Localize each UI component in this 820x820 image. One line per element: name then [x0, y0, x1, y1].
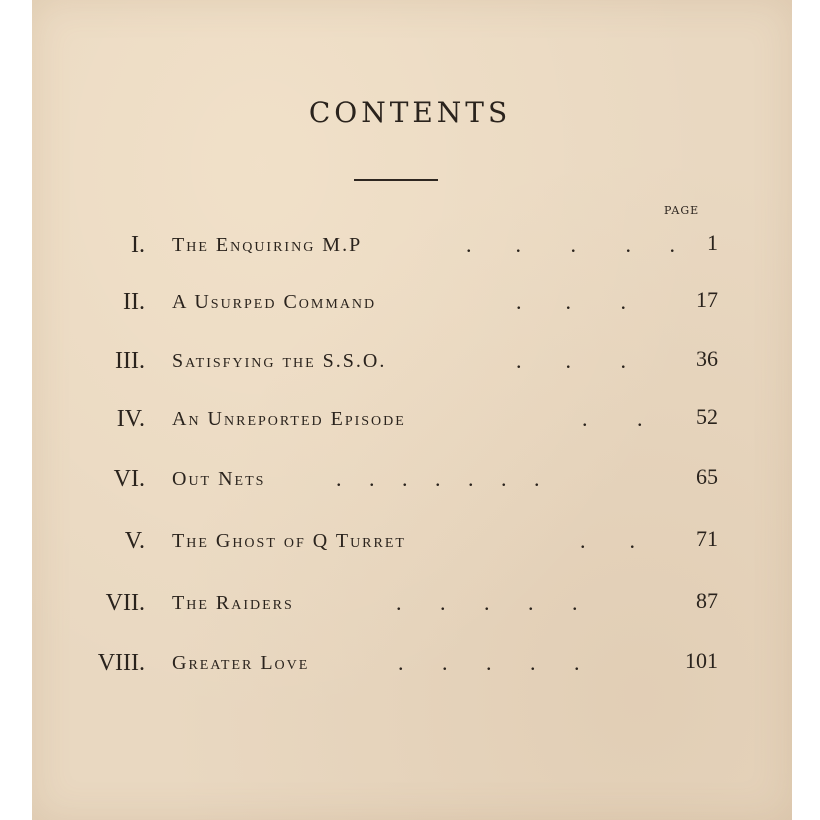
toc-entry [0, 232, 820, 272]
page-number: 36 [696, 346, 718, 371]
dot-leader: . . . [516, 289, 626, 314]
chapter-numeral: I. [131, 232, 145, 258]
page-number: 71 [696, 526, 718, 551]
chapter-title: Satisfying the S.S.O. [172, 350, 387, 372]
page-number: 87 [696, 588, 718, 613]
chapter-numeral: IV. [116, 406, 145, 432]
toc-entry [0, 528, 820, 568]
page-number: 101 [685, 648, 718, 673]
chapter-numeral: V. [124, 528, 145, 554]
dot-leader: . . . [516, 348, 626, 373]
chapter-numeral: VIII. [97, 650, 145, 676]
page-number: 17 [696, 287, 718, 312]
toc-entry [0, 406, 820, 446]
dot-leader: . . . . . [466, 232, 675, 257]
chapter-title: Greater Love [172, 652, 310, 674]
chapter-title: The Enquiring M.P [172, 234, 363, 256]
toc-entry [0, 289, 820, 329]
chapter-title: An Unreported Episode [172, 408, 406, 430]
toc-entry [0, 590, 820, 630]
chapter-title: The Ghost of Q Turret [172, 530, 406, 552]
toc-entry [0, 650, 820, 690]
chapter-title: The Raiders [172, 592, 294, 614]
dot-leader: . . [582, 406, 643, 431]
heading-rule [354, 179, 438, 181]
page-number: 1 [707, 230, 718, 255]
page-column-label: PAGE [664, 204, 700, 217]
toc-entry [0, 348, 820, 388]
toc-entry [0, 466, 820, 506]
chapter-numeral: VI. [113, 466, 145, 492]
chapter-numeral: III. [115, 348, 145, 374]
chapter-numeral: II. [123, 289, 145, 315]
chapter-title: Out Nets [172, 468, 266, 490]
page-number: 65 [696, 464, 718, 489]
dot-leader: . . . . . [396, 590, 578, 615]
chapter-numeral: VII. [105, 590, 145, 616]
contents-heading: CONTENTS [308, 96, 512, 129]
dot-leader: . . . . . [398, 650, 580, 675]
page-number: 52 [696, 404, 718, 429]
dot-leader: . . . . . . . [336, 466, 540, 491]
dot-leader: . . [580, 528, 635, 553]
chapter-title: A Usurped Command [172, 291, 377, 313]
